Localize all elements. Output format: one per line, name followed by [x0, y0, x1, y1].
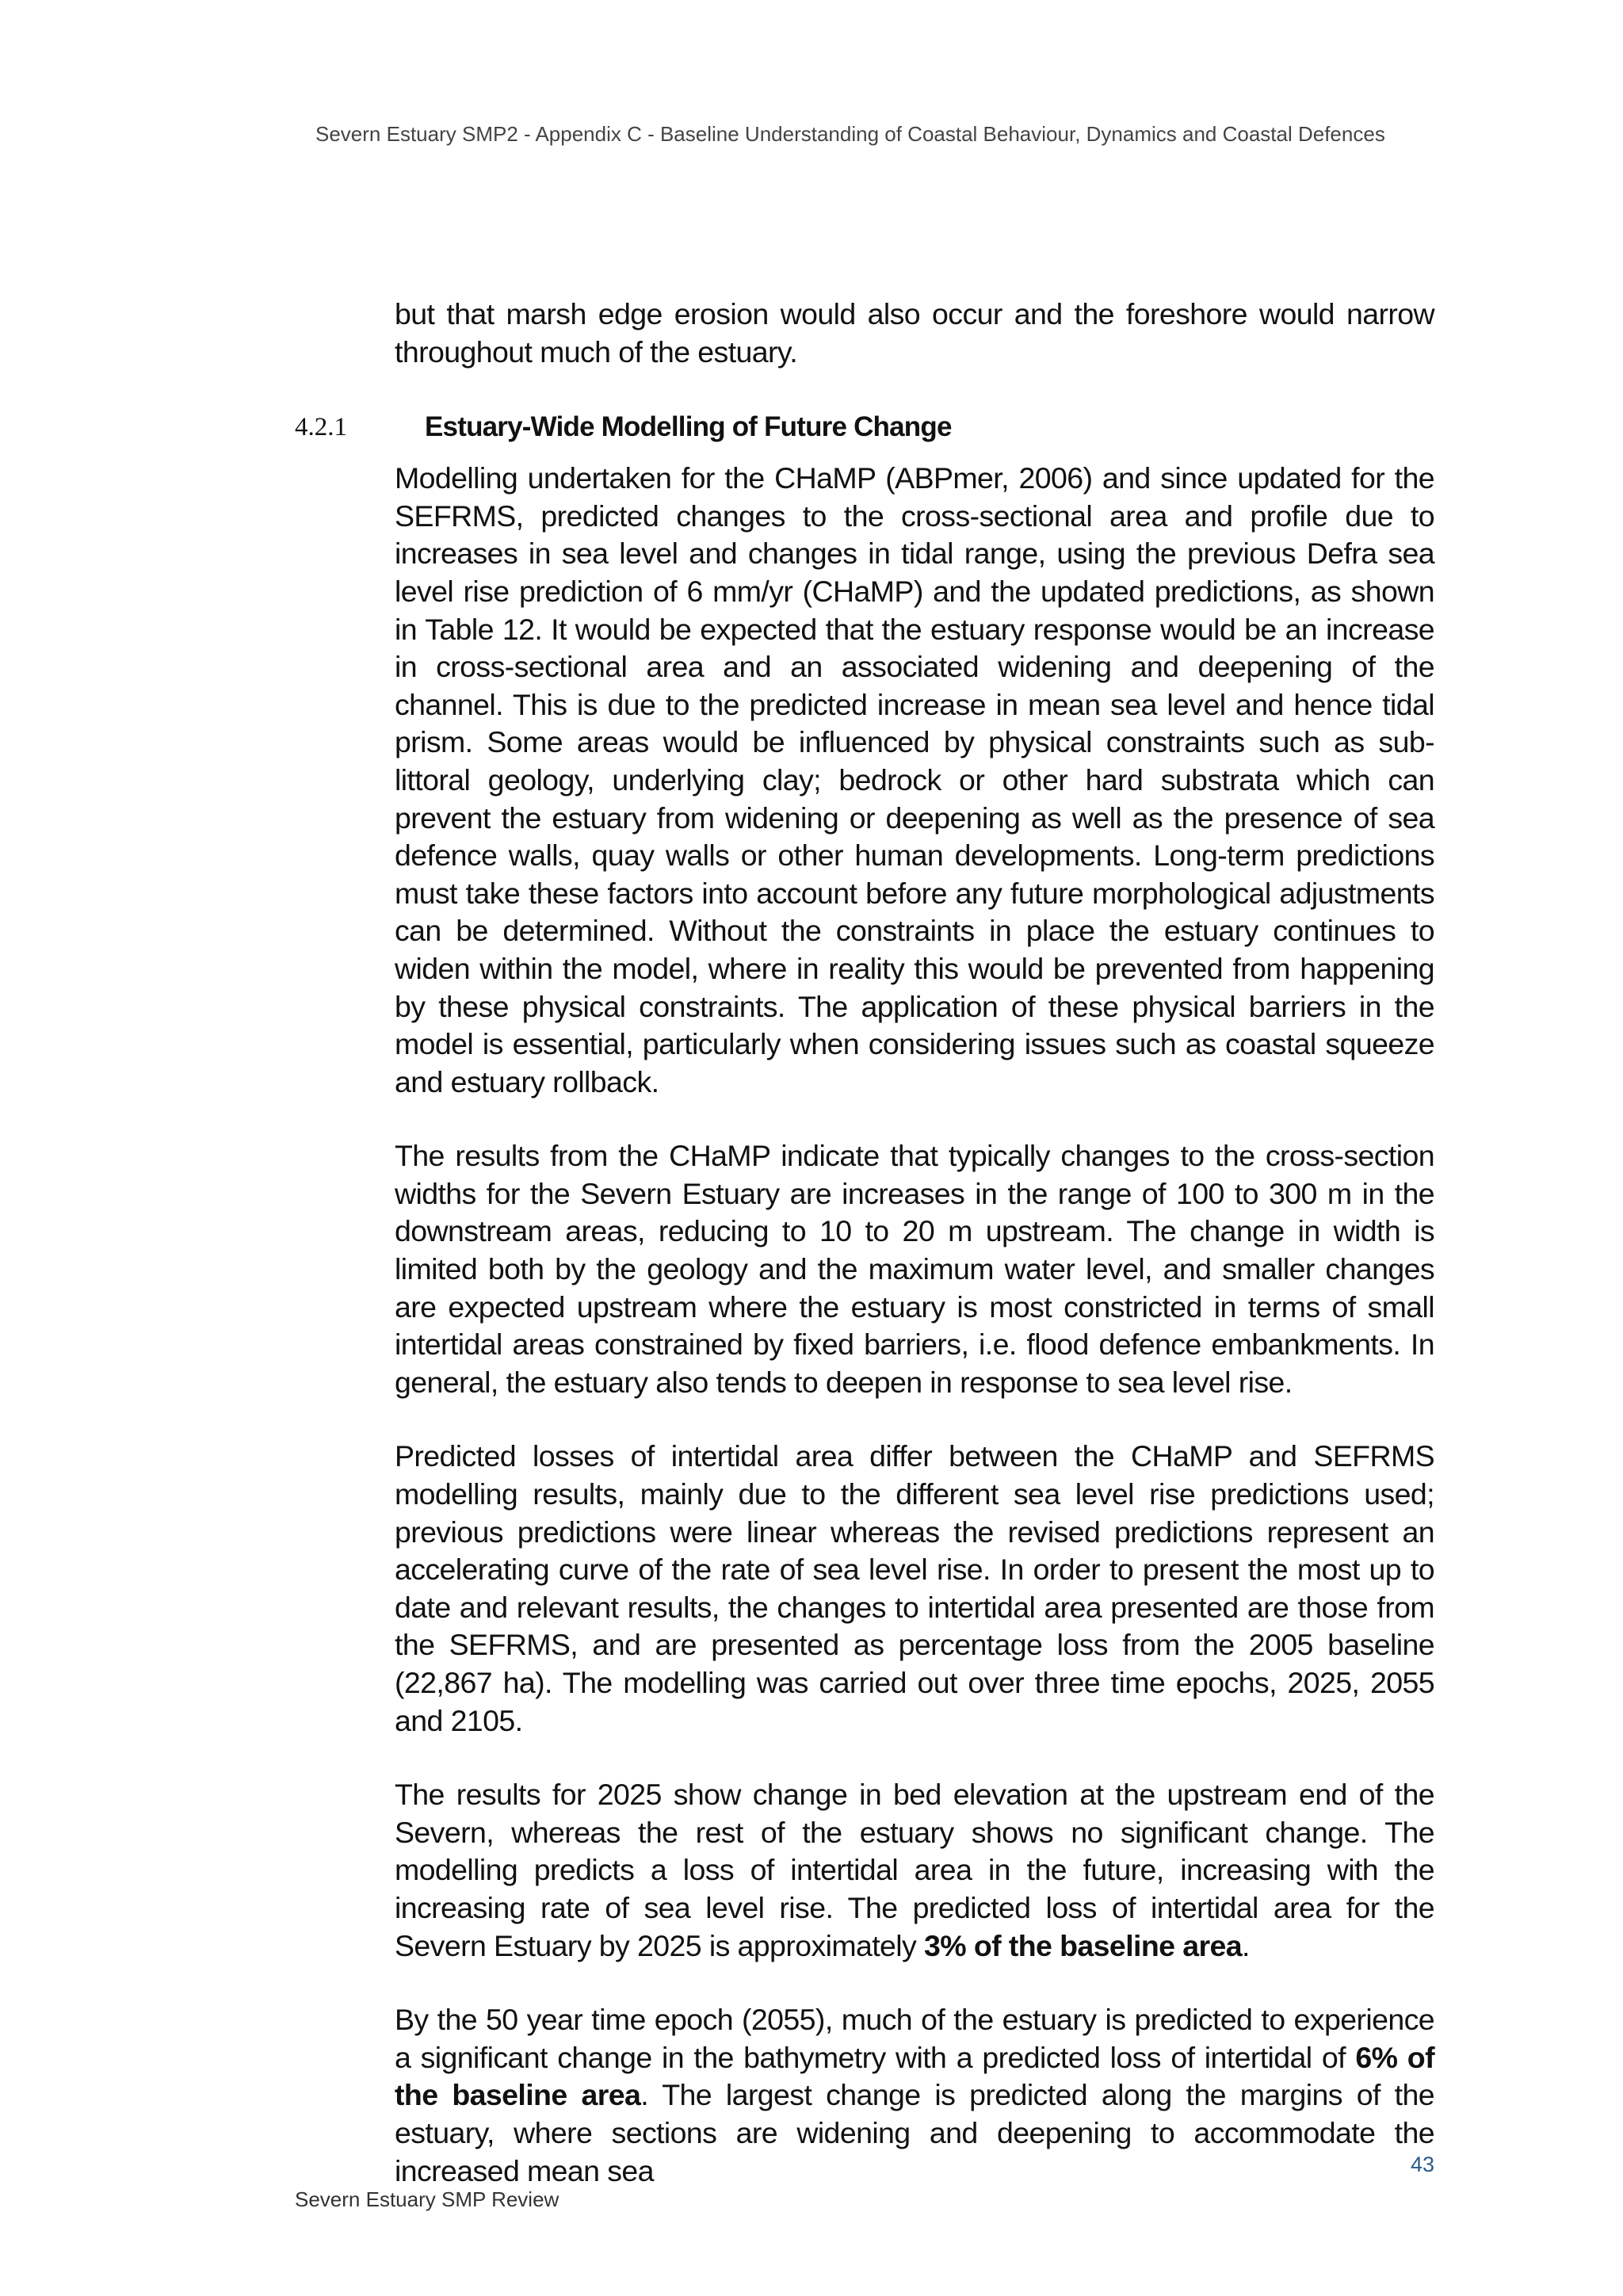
paragraph-2055-end: . The largest change is predicted along the margins of the estuary, where sections are widening and deepening to accommodate the increased mean sea	[395, 2078, 1435, 2187]
section-number: 4.2.1	[295, 413, 347, 441]
paragraph-2025-results	[395, 1776, 1434, 1965]
section-heading-spacer	[395, 404, 1434, 460]
page-number: 43	[1410, 2153, 1434, 2176]
paragraph-champ-results: The results from the CHaMP indicate that typically changes to the cross-section widths for the Severn Estuary are increases in the range of 100 to 300 m in the downstream areas, reducing to 10 to 20 m upstream. The change in width is limited both by the geology and the maximum water level, and smaller changes are expected upstream where the estuary is most constricted in terms of small intertidal areas constrained by fixed barriers, i.e. flood defence embankments. In general, the estuary also tends to deepen in response to sea level rise.	[395, 1139, 1434, 1399]
body-text	[395, 296, 1434, 2226]
paragraph-2025-text: The results for 2025 show change in bed elevation at the upstream end of the Severn, whereas the rest of the estuary shows no significant change. The modelling predicts a loss of intertidal area in the future, increasing with the increasing rate of sea level rise. The predicted loss of intertidal area for the Severn Estuary by 2025 is approximately	[395, 1778, 1434, 1962]
running-header: Severn Estuary SMP2 - Appendix C - Baseline Understanding of Coastal Behaviour, Dynamics and Coastal Defences	[315, 122, 1385, 146]
intro-continuation: but that marsh edge erosion would also occur and the foreshore would narrow throughout much of the estuary.	[395, 297, 1434, 369]
paragraph-intertidal-losses: Predicted losses of intertidal area differ between the CHaMP and SEFRMS modelling results, mainly due to the different sea level rise predictions used; previous predictions were linear whereas the revised predictions represent an accelerating curve of the rate of sea level rise. In order to present the most up to date and relevant results, the changes to intertidal area presented are those from the SEFRMS, and are presented as percentage loss from the 2005 baseline (22,867 ha). The modelling was carried out over three time epochs, 2025, 2055 and 2105.	[395, 1439, 1434, 1737]
footer-document-name: Severn Estuary SMP Review	[295, 2187, 559, 2211]
paragraph-2055-highlight: 6% of the baseline area	[395, 2040, 1434, 2112]
paragraph-modelling: Modelling undertaken for the CHaMP (ABPmer, 2006) and since updated for the SEFRMS, predicted changes to the cross-sectional area and profile due to increases in sea level and changes in tidal range, using the previous Defra sea level rise prediction of 6 mm/yr (CHaMP) and the updated predictions, as shown in Table 12. It would be expected that the estuary response would be an increase in cross-sectional area and an associated widening and deepening of the channel. This is due to the predicted increase in mean sea level and hence tidal prism. Some areas would be influenced by physical constraints such as sub-littoral geology, underlying clay; bedrock or other hard substrata which can prevent the estuary from widening or deepening as well as the presence of sea defence walls, quay walls or other human developments. Long-term predictions must take these factors into account before any future morphological adjustments can be determined. Without the constraints in place the estuary continues to widen within the model, where in reality this would be prevented from happening by these physical constraints. The application of these physical barriers in the model is essential, particularly when considering issues such as coastal squeeze and estuary rollback.	[395, 461, 1434, 1098]
section-title: Estuary-Wide Modelling of Future Change	[425, 411, 952, 442]
paragraph-2025-highlight: 3% of the baseline area	[924, 1928, 1242, 1962]
paragraph-2055-text: By the 50 year time epoch (2055), much of the estuary is predicted to experience a significant change in the bathymetry with a predicted loss of intertidal of	[395, 2003, 1434, 2074]
paragraph-2025-end: .	[1241, 1928, 1250, 1962]
paragraph-2055-results	[395, 2001, 1434, 2190]
